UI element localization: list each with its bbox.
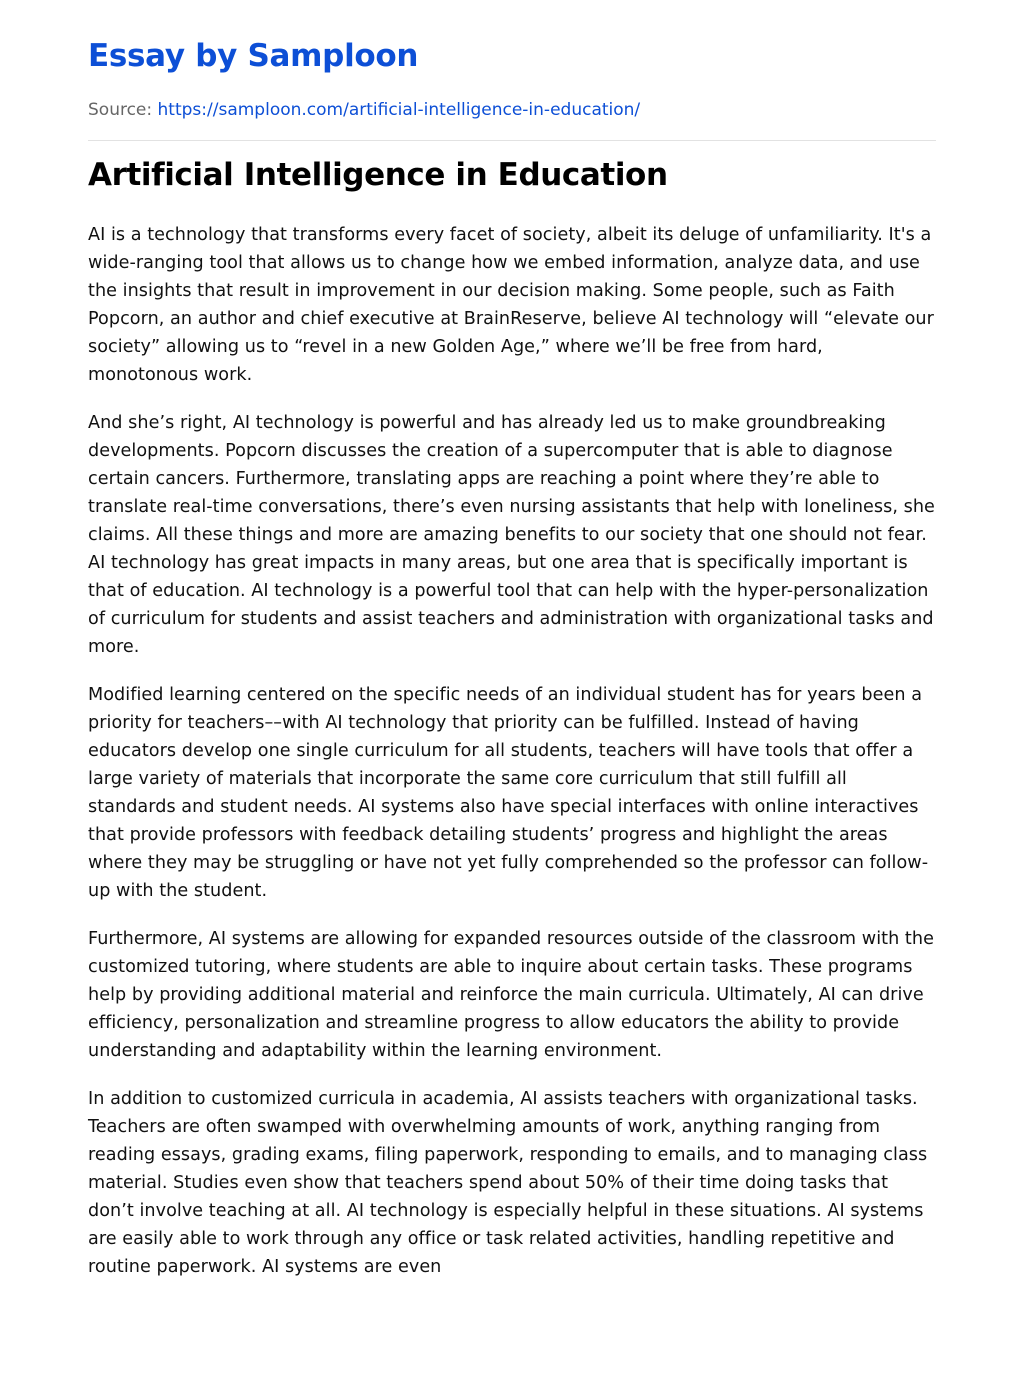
source-label: Source:: [88, 100, 153, 120]
essay-body: [88, 221, 936, 1281]
source-line: [88, 98, 936, 122]
paragraph: Modified learning centered on the specific needs of an individual student has for years been a priority for teachers––with AI technology that priority can be fulfilled. Instead of having educators develop one single curriculum for all students, teachers will have tools that offer a large variety of materials that incorporate the same core curriculum that still fulfill all standards and student needs. AI systems also have special interfaces with online interactives that provide professors with feedback detailing students’ progress and highlight the areas where they may be struggling or have not yet fully comprehended so the professor can follow-up with the student.: [88, 685, 929, 901]
essay-title: Artificial Intelligence in Education: [88, 157, 668, 193]
brand-title: Essay by Samploon: [88, 38, 419, 74]
paragraph: In addition to customized curricula in academia, AI assists teachers with organizational tasks. Teachers are often swamped with overwhelming amounts of work, anything ranging from reading essays, grading exams, filing paperwork, responding to emails, and to managing class material. Studies even show that teachers spend about 50% of their time doing tasks that don’t involve teaching at all. AI technology is especially helpful in these situations. AI systems are easily able to work through any office or task related activities, handling repetitive and routine paperwork. AI systems are even: [88, 1089, 928, 1277]
document: [88, 0, 936, 1301]
divider: [88, 140, 936, 141]
paragraph: AI is a technology that transforms every facet of society, albeit its deluge of unfamiliarity. It's a wide-ranging tool that allows us to change how we embed information, analyze data, and use the insights that result in improvement in our decision making. Some people, such as Faith Popcorn, an author and chief executive at BrainReserve, believe AI technology will “elevate our society” allowing us to “revel in a new Golden Age,” where we’ll be free from hard, monotonous work.: [88, 225, 934, 385]
paragraph: Furthermore, AI systems are allowing for expanded resources outside of the classroom with the customized tutoring, where students are able to inquire about certain tasks. These programs help by providing additional material and reinforce the main curricula. Ultimately, AI can drive efficiency, personalization and streamline progress to allow educators the ability to provide understanding and adaptability within the learning environment.: [88, 929, 934, 1061]
source-link[interactable]: https://samploon.com/artificial-intelligence-in-education/: [157, 100, 641, 120]
paragraph: And she’s right, AI technology is powerful and has already led us to make groundbreaking developments. Popcorn discusses the creation of a supercomputer that is able to diagnose certain cancers. Furthermore, translating apps are reaching a point where they’re able to translate real-time conversations, there’s even nursing assistants that help with loneliness, she claims. All these things and more are amazing benefits to our society that one should not fear. AI technology has great impacts in many areas, but one area that is specifically important is that of education. AI technology is a powerful tool that can help with the hyper-personalization of curriculum for students and assist teachers and administration with organizational tasks and more.: [88, 413, 935, 657]
